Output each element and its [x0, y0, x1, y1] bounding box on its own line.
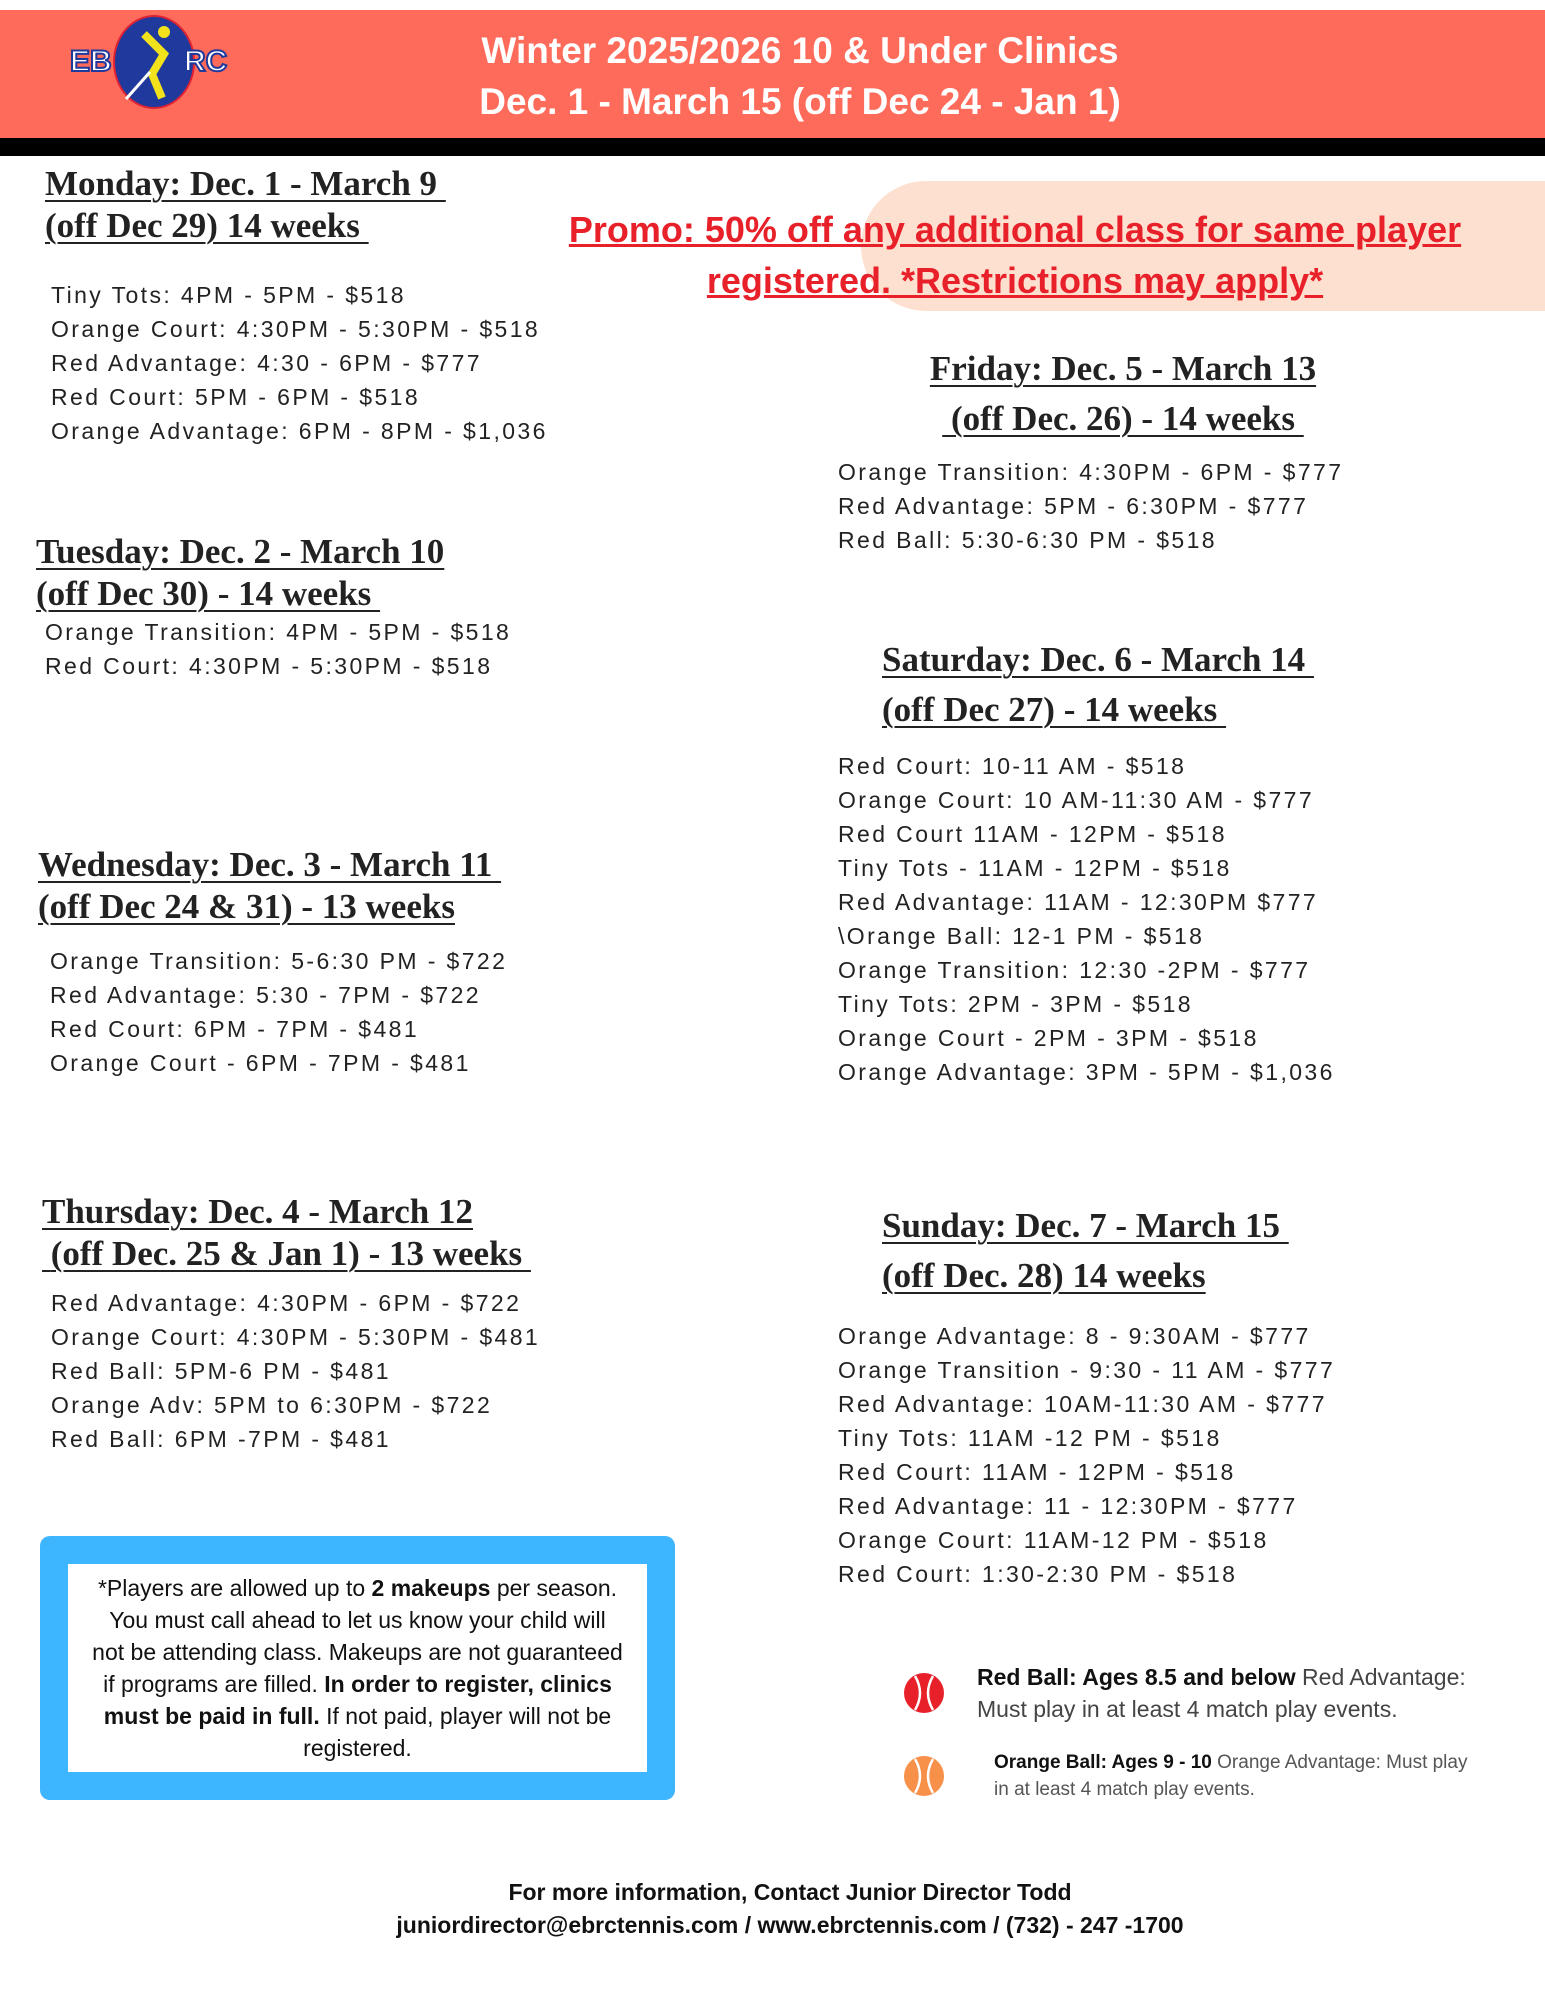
svg-text:RC: RC: [184, 45, 228, 78]
red-ball-legend: [903, 1661, 1523, 1725]
sunday-heading-line1: Sunday: Dec. 7 - March 15: [882, 1206, 1289, 1245]
red-ball-text: Red Advantage: Must play in at least 4 match play events.: [977, 1664, 1466, 1722]
monday-heading-line2: (off Dec 29) 14 weeks: [45, 206, 369, 245]
thursday-list: [51, 1286, 776, 1456]
thursday-section: [36, 1191, 776, 1456]
ebrc-logo: [64, 14, 244, 110]
monday-heading-line1: Monday: Dec. 1 - March 9: [45, 164, 446, 203]
list-item: Red Ball: 5PM-6 PM - $481: [51, 1358, 391, 1384]
list-item: Orange Advantage: 3PM - 5PM - $1,036: [838, 1059, 1335, 1085]
list-item: Orange Advantage: 8 - 9:30AM - $777: [838, 1323, 1311, 1349]
orange-ball-description: [994, 1749, 1474, 1803]
list-item: \Orange Ball: 12-1 PM - $518: [838, 923, 1205, 949]
list-item: Tiny Tots: 2PM - 3PM - $518: [838, 991, 1193, 1017]
tuesday-list: [45, 615, 776, 683]
note-part: *Players are allowed up to: [97, 1575, 372, 1601]
monday-list: [51, 278, 776, 448]
wednesday-list: [50, 944, 776, 1080]
saturday-heading-line1: Saturday: Dec. 6 - March 14: [882, 640, 1314, 679]
wednesday-heading-line1: Wednesday: Dec. 3 - March 11: [38, 845, 502, 884]
list-item: Orange Court: 11AM-12 PM - $518: [838, 1527, 1269, 1553]
list-item: Red Advantage: 4:30PM - 6PM - $722: [51, 1290, 522, 1316]
list-item: Orange Court: 4:30PM - 5:30PM - $518: [51, 316, 541, 342]
friday-heading-line1: Friday: Dec. 5 - March 13: [929, 349, 1317, 388]
tuesday-heading-line2: (off Dec 30) - 14 weeks: [36, 574, 381, 613]
thursday-heading-line1: Thursday: Dec. 4 - March 12: [42, 1192, 473, 1231]
tuesday-section: [36, 531, 776, 683]
monday-heading: [45, 163, 776, 247]
note-bold: 2 makeups: [371, 1575, 491, 1601]
thursday-heading-line2: (off Dec. 25 & Jan 1) - 13 weeks: [42, 1234, 531, 1273]
list-item: Tiny Tots: 4PM - 5PM - $518: [51, 282, 406, 308]
sunday-list: [838, 1319, 1523, 1591]
list-item: Orange Transition: 12:30 -2PM - $777: [838, 957, 1311, 983]
contact-footer: [200, 1876, 1380, 1942]
contact-details: juniordirector@ebrctennis.com / www.ebrctennis.com / (732) - 247 -1700: [396, 1912, 1184, 1938]
header-divider: [0, 138, 1545, 156]
makeup-note-frame: [40, 1536, 675, 1800]
tuesday-heading: [36, 531, 776, 615]
sunday-heading: [882, 1201, 1523, 1301]
wednesday-heading-line2: (off Dec 24 & 31) - 13 weeks: [38, 887, 455, 926]
note-part: If not paid, player will not be registered.: [303, 1703, 612, 1761]
list-item: Red Court: 11AM - 12PM - $518: [838, 1459, 1236, 1485]
title-line-1: Winter 2025/2026 10 & Under Clinics: [481, 30, 1119, 71]
orange-ball-label: Orange Ball: Ages 9 - 10: [994, 1752, 1212, 1773]
note-bold: In order to register, clinics must be paid in full.: [103, 1671, 612, 1729]
saturday-heading: [882, 635, 1523, 735]
list-item: Red Court 11AM - 12PM - $518: [838, 821, 1227, 847]
list-item: Red Court: 6PM - 7PM - $481: [50, 1016, 420, 1042]
list-item: Red Advantage: 5PM - 6:30PM - $777: [838, 493, 1309, 519]
wednesday-section: [36, 844, 776, 1080]
title-line-2: Dec. 1 - March 15 (off Dec 24 - Jan 1): [479, 81, 1121, 122]
list-item: Red Advantage: 11AM - 12:30PM $777: [838, 889, 1319, 915]
list-item: Red Court: 4:30PM - 5:30PM - $518: [45, 653, 493, 679]
list-item: Tiny Tots - 11AM - 12PM - $518: [838, 855, 1232, 881]
monday-section: [36, 163, 776, 448]
makeup-note-panel: [68, 1564, 647, 1772]
makeup-note-text: [92, 1572, 623, 1764]
list-item: Orange Transition - 9:30 - 11 AM - $777: [838, 1357, 1336, 1383]
list-item: Orange Court: 4:30PM - 5:30PM - $481: [51, 1324, 541, 1350]
friday-heading-line2: (off Dec. 26) - 14 weeks: [942, 399, 1304, 438]
list-item: Orange Court - 6PM - 7PM - $481: [50, 1050, 471, 1076]
right-column: [823, 344, 1523, 1803]
saturday-list: [838, 749, 1523, 1089]
saturday-heading-line2: (off Dec 27) - 14 weeks: [882, 690, 1227, 729]
promo-text: Promo: 50% off any additional class for same player registered. *Restrictions may apply*: [568, 209, 1462, 301]
saturday-section: [823, 635, 1523, 1089]
sunday-section: [823, 1201, 1523, 1591]
wednesday-heading: [38, 844, 776, 928]
list-item: Orange Transition: 4PM - 5PM - $518: [45, 619, 512, 645]
thursday-heading: [42, 1191, 776, 1275]
sunday-heading-line2: (off Dec. 28) 14 weeks: [882, 1256, 1206, 1295]
list-item: Red Court: 1:30-2:30 PM - $518: [838, 1561, 1238, 1587]
svg-text:EB: EB: [70, 45, 112, 78]
red-ball-description: [977, 1661, 1497, 1725]
friday-section: [823, 344, 1523, 557]
red-ball-label: Red Ball: Ages 8.5 and below: [977, 1664, 1296, 1690]
list-item: Red Advantage: 5:30 - 7PM - $722: [50, 982, 481, 1008]
orange-ball-text: Orange Advantage: Must play in at least 4 match play events.: [994, 1752, 1468, 1800]
list-item: Red Advantage: 10AM-11:30 AM - $777: [838, 1391, 1327, 1417]
red-ball-icon: [903, 1672, 945, 1714]
list-item: Red Court: 5PM - 6PM - $518: [51, 384, 421, 410]
orange-ball-icon: [903, 1755, 945, 1797]
friday-heading: [823, 344, 1423, 444]
list-item: Tiny Tots: 11AM -12 PM - $518: [838, 1425, 1222, 1451]
list-item: Orange Court - 2PM - 3PM - $518: [838, 1025, 1259, 1051]
contact-line: For more information, Contact Junior Director Todd: [508, 1879, 1072, 1905]
list-item: Red Advantage: 11 - 12:30PM - $777: [838, 1493, 1298, 1519]
left-column: [36, 163, 776, 1800]
friday-list: [838, 455, 1523, 557]
list-item: Red Ball: 6PM -7PM - $481: [51, 1426, 391, 1452]
tuesday-heading-line1: Tuesday: Dec. 2 - March 10: [36, 532, 445, 571]
list-item: Orange Transition: 5-6:30 PM - $722: [50, 948, 508, 974]
list-item: Red Court: 10-11 AM - $518: [838, 753, 1187, 779]
list-item: Orange Transition: 4:30PM - 6PM - $777: [838, 459, 1344, 485]
orange-ball-legend: [903, 1749, 1523, 1803]
list-item: Red Advantage: 4:30 - 6PM - $777: [51, 350, 482, 376]
note-part: per season. You must call ahead to let us know your child will not be attending class. Makeups are not guaranteed if programs are filled.: [92, 1575, 623, 1697]
list-item: Orange Advantage: 6PM - 8PM - $1,036: [51, 418, 548, 444]
list-item: Red Ball: 5:30-6:30 PM - $518: [838, 527, 1217, 553]
list-item: Orange Court: 10 AM-11:30 AM - $777: [838, 787, 1315, 813]
list-item: Orange Adv: 5PM to 6:30PM - $722: [51, 1392, 493, 1418]
